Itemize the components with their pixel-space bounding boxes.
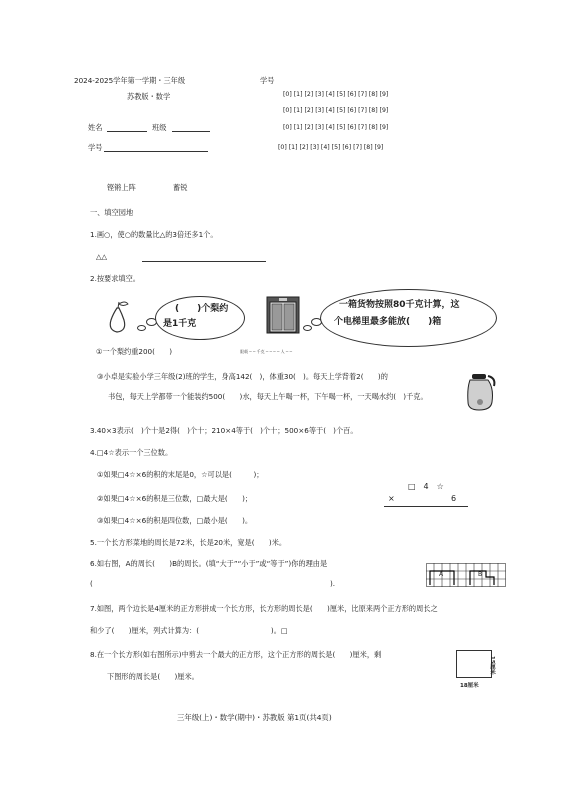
digit-row-3[interactable]: [0] [1] [2] [3] [4] [5] [6] [7] [8] [9] [283,124,389,131]
question-2: 2.按要求填空。 [90,274,140,283]
digit-row-2[interactable]: [0] [1] [2] [3] [4] [5] [6] [7] [8] [9] [283,107,389,114]
subject-title: 苏教版・数学 [127,92,171,101]
bubble-pear-line1: ( )个梨约 [175,304,229,314]
calc-times-sign: × [388,494,395,503]
q1-drawing-line[interactable] [142,261,266,262]
digit-row-4[interactable]: [0] [1] [2] [3] [4] [5] [6] [7] [8] [9] [278,144,384,151]
q4-sub1: ①如果□4☆×6的积的末尾是0，☆可以是( )； [97,470,264,479]
q2-sub2-line2: 书包，每天上学都带一个能装约500( )水，每天上午喝一杯，下午喝一杯，一天喝水约( )千克。 [108,392,428,401]
elevator-icon [266,296,300,334]
question-1: 1.画○，使○的数量比△的3倍还多1个。 [90,230,218,239]
question-8-line1: 8.在一个长方形(如右图所示)中剪去一个最大的正方形，这个正方形的周长是( )厘米，剩 [90,650,382,659]
exam-number-label: 学号 [260,76,275,85]
school-year-title: 2024-2025学年第一学期・三年级 [74,76,186,85]
bubble-tail [303,325,312,331]
bubble-elevator-line1: 一箱货物按照80千克计算，这 [339,300,460,310]
q2-sub2-line1: ③小卓是实验小学三年级(2)班的学生，身高142( )，体重30( )。每天上学背着2( )的 [97,372,388,381]
question-4: 4.□4☆表示一个三位数。 [90,448,173,457]
bubble-tail [137,325,146,331]
q8-rectangle [456,650,492,678]
elevator-caption: 限载 ─ ─ 千克 ─ ─ ─ ─ 人 ─ ─ [240,349,292,354]
digit-row-1[interactable]: [0] [1] [2] [3] [4] [5] [6] [7] [8] [9] [283,91,389,98]
page-footer: 三年级(上)・数学(期中)・苏教版 第1页(共4页) [177,713,332,722]
section-heading: 一、填空园地 [90,208,134,217]
motto-right: 蓄锐 [173,183,188,192]
question-5: 5.一个长方形菜地的周长是72米，长是20米，宽是( )米。 [90,538,287,547]
bubble-pear-line2: 是1千克 [163,319,197,329]
class-label: 班级 [152,123,167,132]
id-label: 学号 [88,143,103,152]
motto-left: 铿锵上阵 [107,183,136,192]
q6-answer-blank[interactable]: ( ). [90,579,336,588]
question-3: 3.40×3表示( )个十是2得( )个十；210×4等于( )个十；500×6等于( )个百。 [90,426,358,435]
question-6: 6.如右图，A的周长( )B的周长。(填“大于”“小于”或“等于”)你的理由是 [90,559,328,568]
q2-sub1: ①一个梨约重200( ) [96,347,173,356]
q4-sub3: ③如果□4☆×6的积是四位数，□最小是( )。 [97,516,253,525]
pear-icon [103,300,133,334]
id-field[interactable] [104,151,208,152]
rect-bottom-label: 18厘米 [460,683,479,689]
class-field[interactable] [172,131,210,132]
question-7-line1: 7.如图，两个边长是4厘米的正方形拼成一个长方形，长方形的周长是( )厘米，比原来两个正方形的周长之 [90,604,438,613]
calc-underline [384,506,468,507]
rect-side-label: 15厘米 [489,656,495,675]
q4-sub2: ②如果□4☆×6的积是三位数，□最大是( )； [97,494,253,503]
grid-label-a: A [439,571,444,578]
question-7-line2: 和少了( )厘米，列式计算为：( )。□ [90,626,288,635]
name-label: 姓名 [88,123,103,132]
triangle-shapes: △△ [96,252,108,261]
question-8-line2: 下图形的周长是( )厘米。 [107,672,199,681]
water-bottle-icon [464,372,498,412]
bubble-elevator-line2: 个电梯里最多能放( )箱 [334,317,442,327]
calc-top-row: □ 4 ☆ [408,482,444,491]
name-field[interactable] [107,131,147,132]
calc-multiplier: 6 [451,494,457,503]
q6-grid-figure [426,563,506,587]
grid-label-b: B [478,571,483,578]
